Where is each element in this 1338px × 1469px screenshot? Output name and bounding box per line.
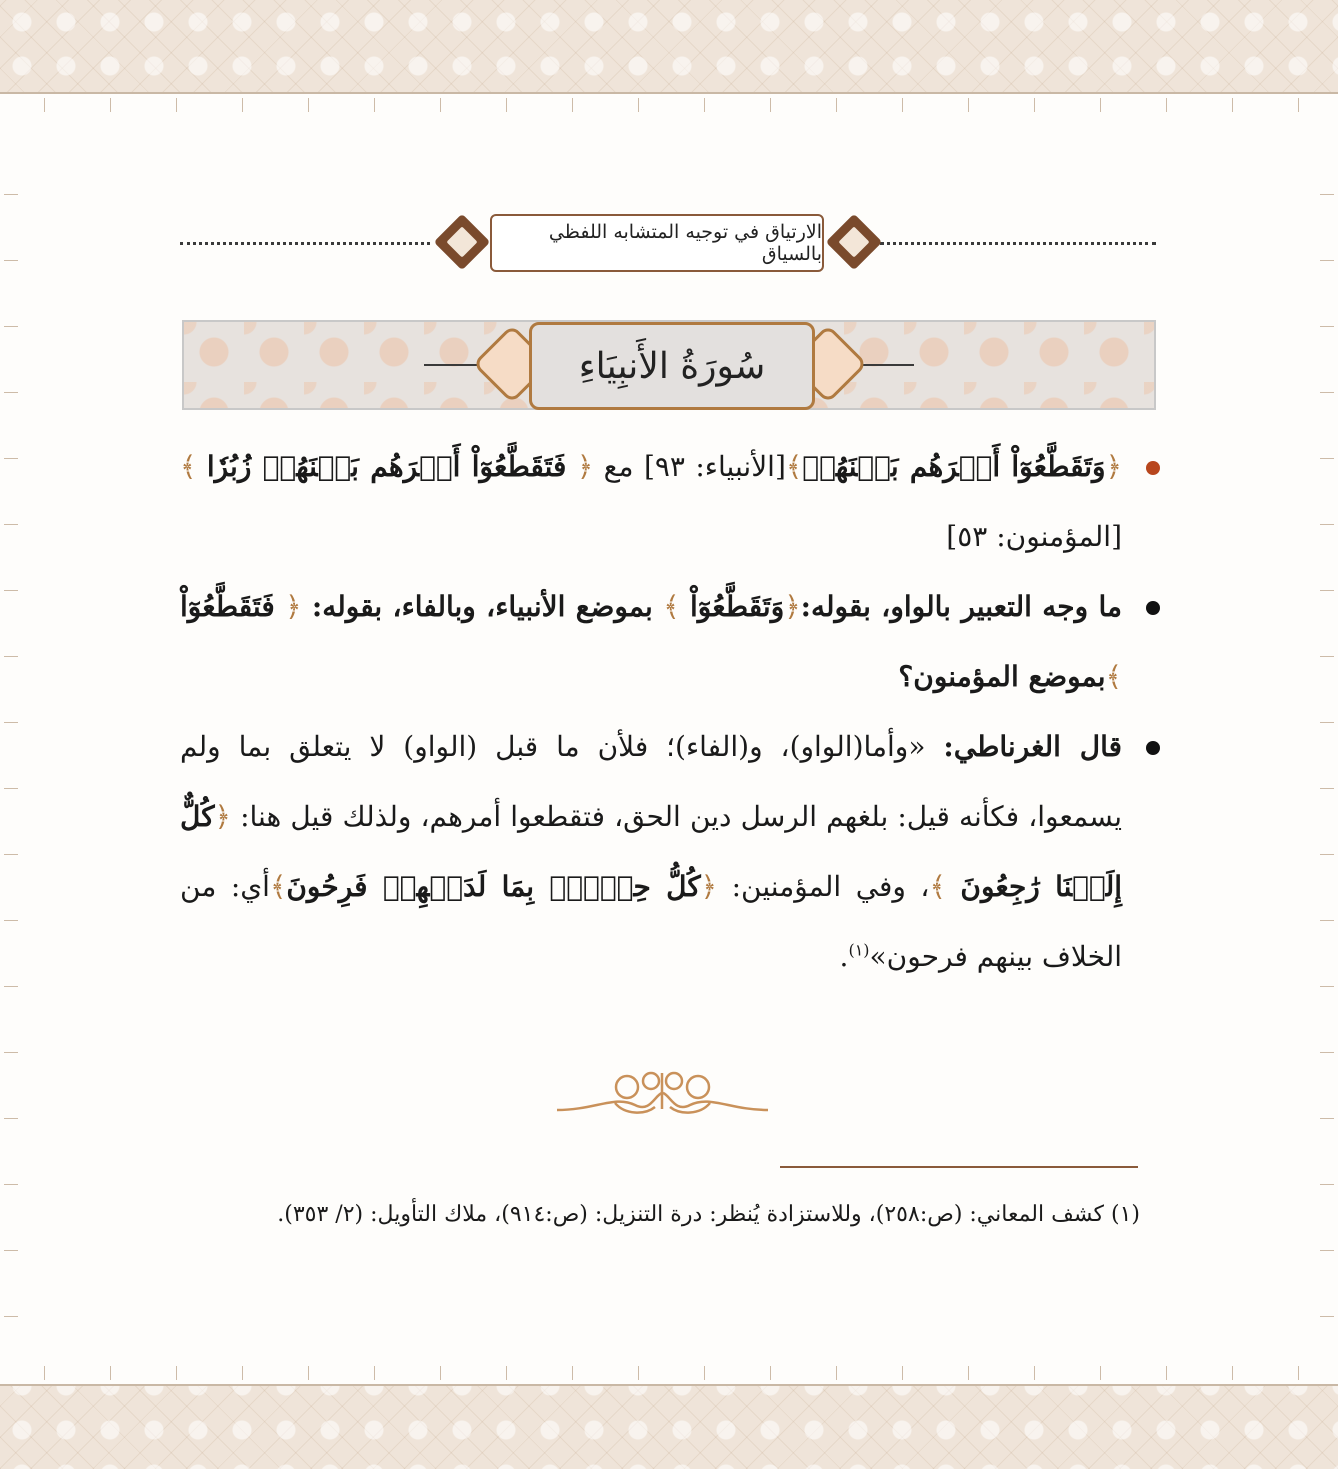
footnote-separator [780, 1166, 1138, 1168]
open-bracket: ﴿ [700, 870, 718, 903]
body-text: ما وجه التعبير بالواو، بقوله: [800, 590, 1123, 623]
close-bracket: ﴾ [785, 450, 803, 483]
body-text: بموضع الأنبياء، وبالفاء، بقوله: [311, 590, 653, 623]
list-item [180, 432, 1160, 572]
bottom-decorative-border [0, 1366, 1338, 1380]
verse-text: كُلٌّ إِلَيۡنَا رَٰجِعُونَ [180, 800, 1123, 903]
open-bracket: ﴿ [784, 590, 801, 623]
list-item [180, 712, 1160, 992]
close-bracket: ﴾ [180, 450, 197, 483]
open-bracket: ﴿ [214, 800, 231, 833]
footnote-marker[interactable]: (١) [848, 940, 870, 960]
verse-reference: [المؤمنون: ٥٣] [946, 520, 1122, 553]
verse-text: وَتَقَطَّعُوٓاْ أَمۡرَهُم بَيۡنَهُمۡ [802, 450, 1106, 483]
verse-text: فَتَقَطَّعُوٓاْ أَمۡرَهُم بَيۡنَهُمۡ زُبُرٗا [206, 450, 567, 483]
quote-text: «وأما(الواو)، و(الفاء)؛ فلأن ما قبل (الواو) لا يتعلق بما ولم يسمعوا، فكأنه قيل: بلغهم الرسل دين الحق، فتقطعوا أمرهم، ولذلك قيل هنا: [180, 730, 1122, 833]
open-bracket: ﴿ [576, 450, 594, 483]
verse-text: وَتَقَطَّعُوٓاْ [690, 590, 785, 623]
verse-reference: [الأنبياء: ٩٣] [643, 450, 786, 483]
header-dotted-line-right [880, 242, 1156, 245]
verse-text: فَتَقَطَّعُوٓاْ [180, 590, 275, 623]
header-ornament-right-icon [826, 214, 883, 271]
close-bracket: ﴾ [269, 870, 287, 903]
surah-title: سُورَةُ الأَنبِيَاءِ [529, 322, 815, 410]
quote-text: أي: من الخلاف بينهم فرحون» [180, 870, 1122, 973]
close-bracket: ﴾ [663, 590, 680, 623]
top-decorative-border [0, 98, 1338, 112]
surah-banner [182, 320, 1156, 410]
bullet-icon [1146, 461, 1160, 475]
footnote: (١) كشف المعاني: (ص:٢٥٨)، وللاستزادة يُنظر: درة التنزيل: (ص:٩١٤)، ملاك التأويل: (٢/ ٣٥٣). [277, 1202, 1140, 1227]
running-header [180, 212, 1156, 272]
close-bracket: ﴾ [929, 870, 946, 903]
bullet-icon [1146, 601, 1160, 615]
right-decorative-border [1320, 134, 1334, 1344]
list-item [180, 572, 1160, 712]
sentence-end: . [839, 940, 849, 973]
main-content [180, 432, 1160, 992]
header-ornament-left-icon [434, 214, 491, 271]
header-dotted-line-left [180, 242, 430, 245]
book-title: الارتياق في توجيه المتشابه اللفظي بالسياق [490, 214, 824, 272]
banner-line-left [424, 364, 484, 366]
close-bracket: ﴾ [1105, 660, 1122, 693]
section-end-ornament-icon [555, 1065, 770, 1120]
open-bracket: ﴿ [285, 590, 302, 623]
left-decorative-border [4, 134, 18, 1344]
connector-text: مع [603, 450, 634, 483]
body-text: بموضع المؤمنون؟ [898, 660, 1106, 693]
open-bracket: ﴿ [1105, 450, 1122, 483]
verse-text: كُلُّ حِزۡبِۭ بِمَا لَدَيۡهِمۡ فَرِحُونَ [286, 870, 701, 903]
speaker-label: قال الغرناطي: [943, 730, 1122, 763]
bullet-icon [1146, 741, 1160, 755]
quote-text: ، وفي المؤمنين: [731, 870, 930, 903]
